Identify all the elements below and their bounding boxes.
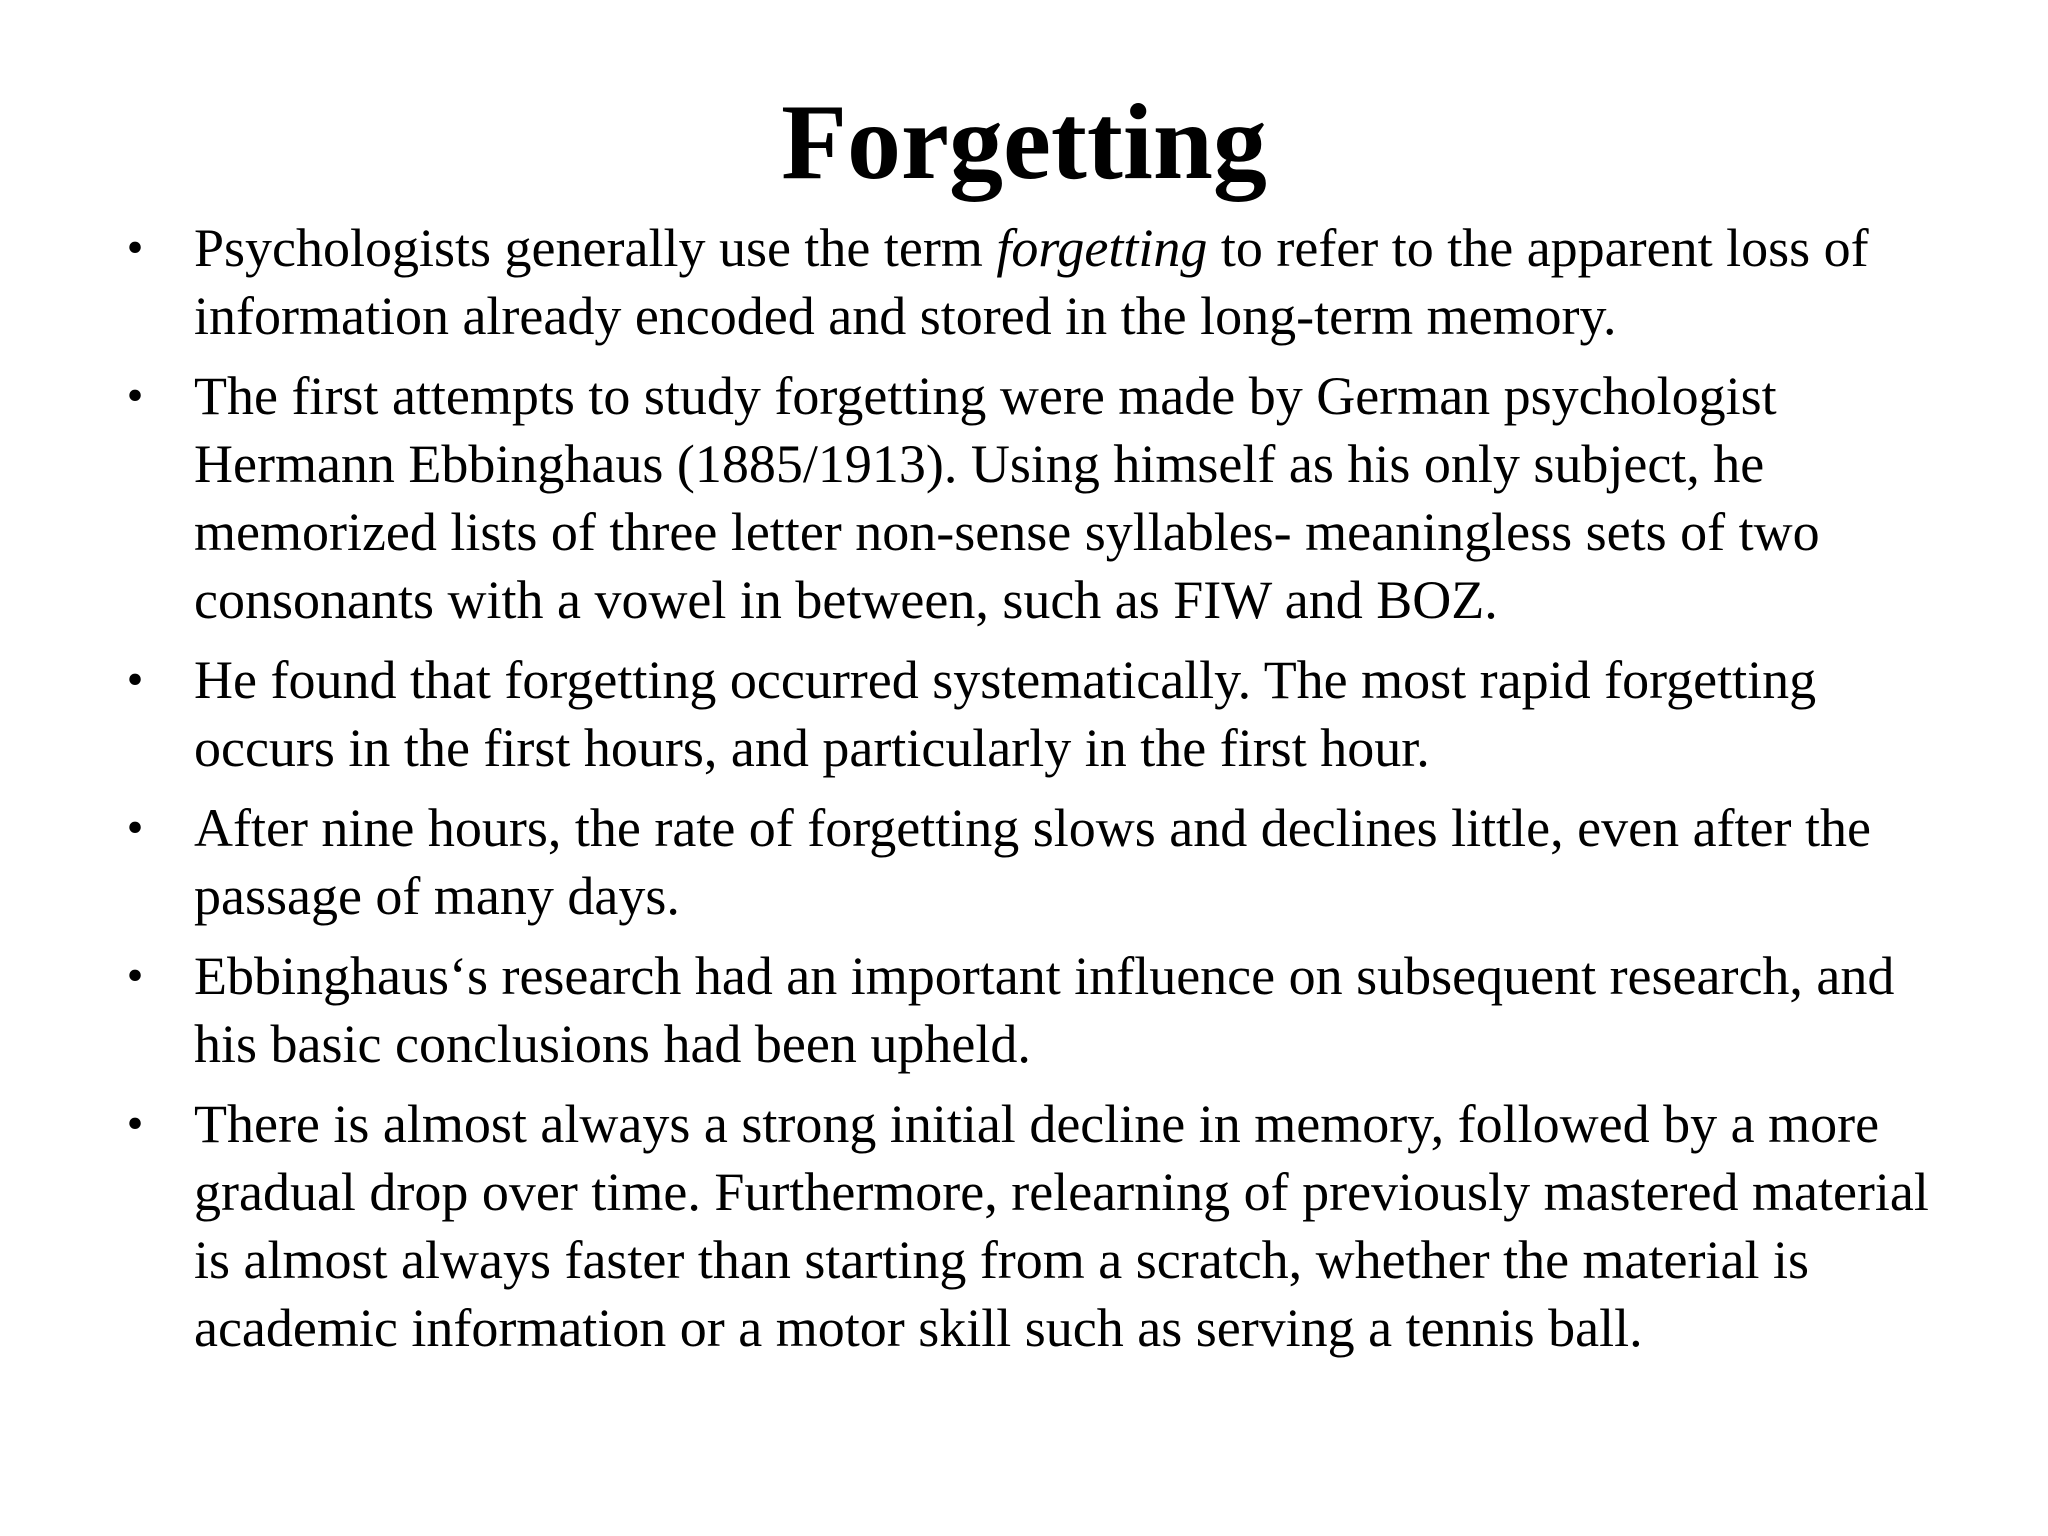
bullet-item	[120, 646, 1950, 782]
bullet-dot-icon: •	[126, 221, 144, 274]
bullet-text: He found that forgetting occurred systematically. The most rapid forgetting occurs in the first hours, and particularly in the first hour.	[194, 650, 1817, 778]
bullet-emphasis: forgetting	[996, 218, 1208, 278]
bullet-dot-icon: •	[126, 949, 144, 1002]
bullet-text	[194, 218, 1869, 346]
bullet-text: There is almost always a strong initial decline in memory, followed by a more gradual drop over time. Furthermore, relearning of previously mastered material is almost always faster than starting from a scratch, whether the material is academic information or a motor skill such as serving a tennis ball.	[194, 1094, 1929, 1358]
slide-title: Forgetting	[781, 83, 1267, 202]
bullet-dot-icon: •	[126, 653, 144, 706]
bullet-item	[120, 214, 1950, 350]
bullet-dot-icon: •	[126, 369, 144, 422]
bullet-item	[120, 362, 1950, 634]
bullet-text-start: Psychologists generally use the term	[194, 218, 997, 278]
bullet-text: After nine hours, the rate of forgetting slows and declines little, even after the passage of many days.	[194, 798, 1871, 926]
bullet-item	[120, 1090, 1950, 1362]
bullet-item	[120, 794, 1950, 930]
bullet-dot-icon: •	[126, 801, 144, 854]
bullet-text: The first attempts to study forgetting were made by German psychologist Hermann Ebbinghaus (1885/1913). Using himself as his only subject, he memorized lists of three letter non-sense syllables- meaningless sets of two consonants with a vowel in between, such as FIW and BOZ.	[194, 366, 1820, 630]
bullet-dot-icon: •	[126, 1097, 144, 1150]
bullet-list	[120, 214, 1950, 1374]
bullet-text-end: to refer to the apparent loss of information already encoded and stored in the long-term memory.	[194, 218, 1869, 346]
bullet-item	[120, 942, 1950, 1078]
bullet-text: Ebbinghaus‘s research had an important influence on subsequent research, and his basic conclusions had been upheld.	[194, 946, 1895, 1074]
